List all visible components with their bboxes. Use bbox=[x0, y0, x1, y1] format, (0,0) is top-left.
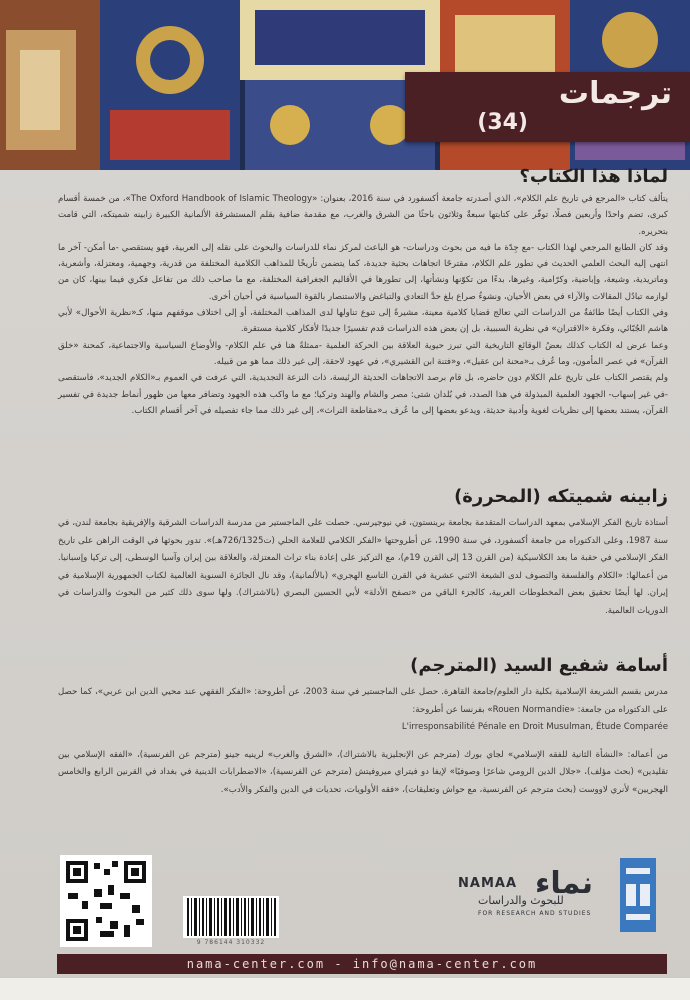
contact-footer: nama-center.com - info@nama-center.com bbox=[57, 954, 667, 974]
publisher-subtitle-ar: للبحوث والدراسات bbox=[478, 894, 564, 907]
translator-works: من أعماله: «النشأة الثانية للفقه الإسلامي» لجاي بورك (مترجم عن الإنجليزية بالاشتراك)، «الشرق والغرب» لرينيه جينو (مترجم عن الفرنسية)، «الفقه الإسلامي بين تقليدين» (بحث مؤلف)، «جلال الدين الرومي شاعرًا وصوفيًا» لإيفا دو فيتراي ميروفيتش (مترجم عن الفرنسية)، «الاضطرابات الدينية في بغداد في القرنين الرابع والخامس الهجريين» لأنري لاووست (بحث مترجم عن الفرنسية، مع حواش وتعليقات)، «فقه الأولويات، تحديات في الدين والفكر والأدب». bbox=[58, 749, 668, 795]
editor-name: زابينه شميتكه bbox=[546, 486, 668, 507]
bottom-strip bbox=[0, 978, 690, 1000]
translator-bio: مدرس بقسم الشريعة الإسلامية بكلية دار العلوم/جامعة القاهرة. حصل على الماجستير في سنة 2003، عن أطروحة: «الفكر الفقهي عند محيي الدين ابن عربي»، كما حصل على الدكتوراه من جامعة: «Rouen Normandie» بفرنسا عن أطروحة: bbox=[58, 687, 669, 715]
why-paragraph-2: وقد كان الطابع المرجعي لهذا الكتاب -مع جِدّة ما فيه من بحوث ودراسات- هو الباعث لمركز نماء للدراسات والبحوث على نقله إلى العربية، فهو يستقصي -ما أمكن- آخر ما انتهى إليه البحث العلمي الحديث في تطور علم الكلام، مقترحًا اتجاهات بحثية جديدة، كما يتضمن تأريخًا للمذاهب الكلامية المختلفة من قدرية، وجهمية، ومعتزلة، وأشعرية، وماتريدية، وشيعة، وإباضية، وكرّامية، وغيرها، بدءًا من تكوّنها ونشأتها، إلى تطورها في الأقاليم الجغرافية المختلفة، مع ما صاحب ذلك من تفاعل فكري فيما بينها، كان من لوازمه تبادُل المقالات والآراء في بعض الأحيان، ونشوءُ صراع بلغ حدَّ التعادي والتباغض والاستنصار بالقوة السياسية في أحيان أخرى. bbox=[58, 242, 668, 302]
translator-thesis-title: L'irresponsabilité Pénale en Droit Musulman, Étude Comparée bbox=[401, 722, 668, 732]
editor-section bbox=[58, 486, 668, 620]
publisher-name-en: NAMAA bbox=[458, 876, 517, 891]
isbn-barcode bbox=[183, 896, 279, 938]
why-paragraph-4: وعما عرض له الكتاب كذلك بعضُ الوقائع التاريخية التي تبرز حيوية العلاقة بين الحركة العلمية -ممثلةً هنا في علم الكلام- والأوضاع السياسية والاجتماعية، كمحنة «خلق القرآن» في عصر المأمون، وما عُرف بـ«محنة ابن عقيل»، و«فتنة ابن القشيري»، في عهود لاحقة، إلى غير ذلك مما هو من قبيله. bbox=[58, 340, 668, 367]
why-heading: لماذا هذا الكتاب؟ bbox=[519, 166, 668, 187]
qr-code bbox=[60, 855, 152, 947]
publisher-name-ar: نماء bbox=[535, 866, 593, 901]
why-section bbox=[58, 166, 668, 419]
why-paragraph-1: يتألف كتاب «المرجع في تاريخ علم الكلام»، الذي أصدرته جامعة أكسفورد في سنة 2016، بعنوان: «The Oxford Handbook of Islamic Theology»، من خمسة أقسام كبرى، تضم واحدًا وأربعين فصلًا، توفّر على كتابتها سبعةٌ وثلاثون باحثًا من الشرق والغرب، مع مقدمة ضافية بقلم المستشرقة الألمانية الكبيرة زابينه شميتكه، التي قامت بتحريره. bbox=[58, 194, 668, 237]
editor-heading bbox=[58, 486, 668, 507]
translator-heading bbox=[58, 655, 668, 676]
editor-role: (المحررة) bbox=[454, 486, 541, 507]
series-banner bbox=[405, 72, 690, 142]
why-paragraph-5: ولم يقتصر الكتاب على تاريخ علم الكلام دون حاضره، بل قام برصد الاتجاهات الحديثة الرئيسة، ذات النزعة التجديدية، التي عرفت في العموم بـ«الكلام الجديد»، فاستقصى -في غير إسهاب- الجهود العلمية المبذولة في هذا الصدد، في بُلدان شتى: مصر والشام والهند وتركيا؛ مع ما واكب هذه الجهود وتضافر معها من ظهور أنماط جديدة في تفسير القرآن، يستند بعضها إلى نظريات لغوية وأدبية حديثة، ويدعو بعضها إلى ما عُرف بـ«مقاطعة التراث»، إلى غير ذلك مما جاء تفصيله في آخر أقسام الكتاب. bbox=[58, 373, 668, 416]
translator-name: أسامة شفيع السيد bbox=[503, 655, 668, 676]
series-title: ترجمات bbox=[558, 76, 672, 111]
publisher-subtitle-en: FOR RESEARCH AND STUDIES bbox=[478, 910, 592, 917]
editor-bio: أستاذة تاريخ الفكر الإسلامي بمعهد الدراسات المتقدمة بجامعة برينستون، في نيوجيرسي. حصلت على الماجستير من مدرسة الدراسات الشرقية والإفريقية بجامعة لندن، في سنة 1987، وعلى الدكتوراه من جامعة أكسفورد، في سنة 1990، عن أطروحتها «الفكر الكلامي للعلامة الحلي (ت726/1325هـ)». تدور بحوثها في الوقت الراهن على تاريخ الفكر الإسلامي في حقبة ما بعد الكلاسيكية (من القرن 13 إلى القرن 19م)، مع التركيز على إعادة بناء تراث المعتزلة، والعلاقة بين إيران وآسيا الوسطى، إلى تركيا وإسبانيا. من أعمالها: «الكلام والفلسفة والتصوف لدى الشيعة الاثني عشرية في القرن التاسع الهجري» (بالألمانية)، وقد نال الجائزة السنوية العالمية لكتاب الجمهورية الإسلامية في إيران. لها أيضًا تحقيق بعض المخطوطات العربية، كالجزء الباقي من «تصفح الأدلة» لأبي الحسين البصري (بالاشتراك). ولها سوى ذلك كثير من البحوث والدراسات في الدوريات العالمية. bbox=[58, 518, 669, 616]
translator-section bbox=[58, 655, 668, 799]
logo-mark-shape bbox=[620, 858, 656, 932]
translator-role: (المترجم) bbox=[410, 655, 498, 676]
series-number: (34) bbox=[477, 110, 528, 135]
barcode-bars bbox=[183, 896, 279, 938]
why-paragraph-3: وفي الكتاب أيضًا طائفةٌ من الدراسات التي تعالج قضايا كلامية معينة، مشيرةً إلى تنوع تناولها لدى المذاهب المختلفة، أو إلى اختلاف موقفهم منها، كـ«نظرية الأحوال» لأبي هاشم الجُبّائي، وفكرة «الاقتران» في نظرية السببية، بل إن بعض هذه الدراسات قدم تفسيرًا جديدًا لأفكار كلامية مستقرة. bbox=[58, 308, 668, 335]
qr-pattern bbox=[60, 855, 152, 947]
isbn-number: 9 786144 310332 bbox=[196, 939, 266, 946]
publisher-logo-icon bbox=[620, 858, 656, 932]
